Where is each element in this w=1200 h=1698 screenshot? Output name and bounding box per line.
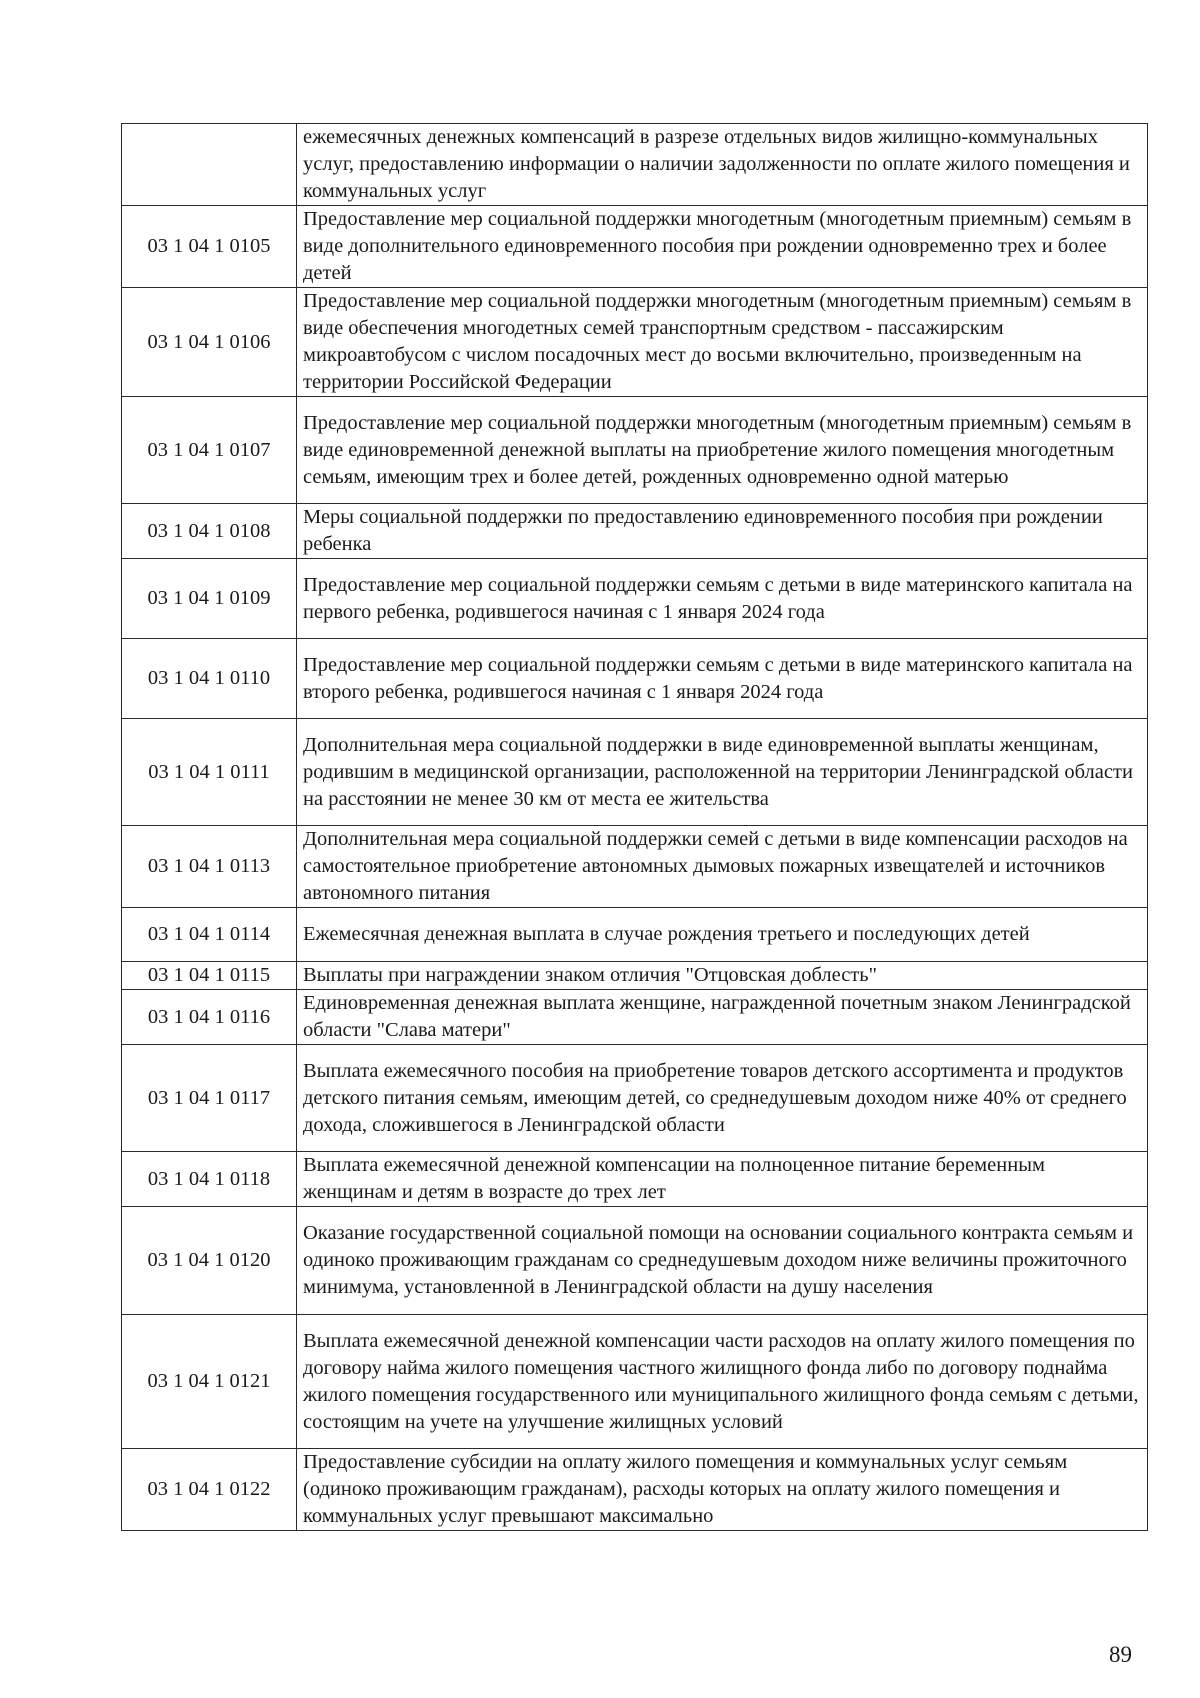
code-cell: 03 1 04 1 0120 [122, 1207, 297, 1315]
table-row [122, 504, 1148, 559]
code-cell: 03 1 04 1 0122 [122, 1449, 297, 1531]
table-row [122, 719, 1148, 826]
table-row [122, 639, 1148, 719]
description-cell: Оказание государственной социальной помощи на основании социального контракта семьям и одиноко проживающим гражданам со среднедушевым доходом ниже величины прожиточного минимума, установленной в Ленинградской области на душу населения [297, 1207, 1148, 1315]
description-cell: Предоставление мер социальной поддержки семьям с детьми в виде материнского капитала на второго ребенка, родившегося начиная с 1 января 2024 года [297, 639, 1148, 719]
code-cell: 03 1 04 1 0118 [122, 1152, 297, 1207]
code-cell: 03 1 04 1 0114 [122, 908, 297, 962]
table-row [122, 124, 1148, 206]
description-cell: Выплата ежемесячной денежной компенсации на полноценное питание беременным женщинам и детям в возрасте до трех лет [297, 1152, 1148, 1207]
description-cell: Предоставление мер социальной поддержки многодетным (многодетным приемным) семьям в виде обеспечения многодетных семей транспортным средством - пассажирским микроавтобусом с числом посадочных мест до восьми включительно, произведенным на территории Российской Федерации [297, 288, 1148, 397]
table-row [122, 206, 1148, 288]
code-cell: 03 1 04 1 0105 [122, 206, 297, 288]
budget-classification-table [121, 123, 1148, 1531]
description-cell: ежемесячных денежных компенсаций в разрезе отдельных видов жилищно-коммунальных услуг, предоставлению информации о наличии задолженности по оплате жилого помещения и коммунальных услуг [297, 124, 1148, 206]
code-cell: 03 1 04 1 0111 [122, 719, 297, 826]
description-cell: Меры социальной поддержки по предоставлению единовременного пособия при рождении ребенка [297, 504, 1148, 559]
code-cell: 03 1 04 1 0121 [122, 1315, 297, 1449]
description-cell: Выплаты при награждении знаком отличия "Отцовская доблесть" [297, 962, 1148, 990]
table-row [122, 990, 1148, 1045]
code-cell: 03 1 04 1 0106 [122, 288, 297, 397]
description-cell: Предоставление мер социальной поддержки многодетным (многодетным приемным) семьям в виде единовременной денежной выплаты на приобретение жилого помещения многодетным семьям, имеющим трех и более детей, рожденных одновременно одной матерью [297, 397, 1148, 504]
code-cell: 03 1 04 1 0108 [122, 504, 297, 559]
table-row [122, 397, 1148, 504]
table-row [122, 962, 1148, 990]
description-cell: Выплата ежемесячного пособия на приобретение товаров детского ассортимента и продуктов детского питания семьям, имеющим детей, со среднедушевым доходом ниже 40% от среднего дохода, сложившегося в Ленинградской области [297, 1045, 1148, 1152]
table-row [122, 1152, 1148, 1207]
page-number: 89 [1109, 1642, 1132, 1667]
table-body [122, 124, 1148, 1531]
description-cell: Предоставление субсидии на оплату жилого помещения и коммунальных услуг семьям (одиноко проживающим гражданам), расходы которых на оплату жилого помещения и коммунальных услуг превышают максимально [297, 1449, 1148, 1531]
code-cell: 03 1 04 1 0117 [122, 1045, 297, 1152]
description-cell: Предоставление мер социальной поддержки семьям с детьми в виде материнского капитала на первого ребенка, родившегося начиная с 1 января 2024 года [297, 559, 1148, 639]
code-cell: 03 1 04 1 0115 [122, 962, 297, 990]
table-row [122, 1207, 1148, 1315]
description-cell: Дополнительная мера социальной поддержки семей с детьми в виде компенсации расходов на самостоятельное приобретение автономных дымовых пожарных извещателей и источников автономного питания [297, 826, 1148, 908]
description-cell: Предоставление мер социальной поддержки многодетным (многодетным приемным) семьям в виде дополнительного единовременного пособия при рождении одновременно трех и более детей [297, 206, 1148, 288]
table-row [122, 288, 1148, 397]
code-cell: 03 1 04 1 0113 [122, 826, 297, 908]
table-row [122, 1045, 1148, 1152]
code-cell: 03 1 04 1 0109 [122, 559, 297, 639]
description-cell: Ежемесячная денежная выплата в случае рождения третьего и последующих детей [297, 908, 1148, 962]
code-cell: 03 1 04 1 0107 [122, 397, 297, 504]
description-cell: Выплата ежемесячной денежной компенсации части расходов на оплату жилого помещения по договору найма жилого помещения частного жилищного фонда либо по договору поднайма жилого помещения государственного или муниципального жилищного фонда семьям с детьми, состоящим на учете на улучшение жилищных условий [297, 1315, 1148, 1449]
description-cell: Единовременная денежная выплата женщине, награжденной почетным знаком Ленинградской области "Слава матери" [297, 990, 1148, 1045]
code-cell [122, 124, 297, 206]
table-row [122, 826, 1148, 908]
table-row [122, 1315, 1148, 1449]
code-cell: 03 1 04 1 0116 [122, 990, 297, 1045]
table-row [122, 559, 1148, 639]
table-row [122, 908, 1148, 962]
description-cell: Дополнительная мера социальной поддержки в виде единовременной выплаты женщинам, родившим в медицинской организации, расположенной на территории Ленинградской области на расстоянии не менее 30 км от места ее жительства [297, 719, 1148, 826]
table-row [122, 1449, 1148, 1531]
code-cell: 03 1 04 1 0110 [122, 639, 297, 719]
